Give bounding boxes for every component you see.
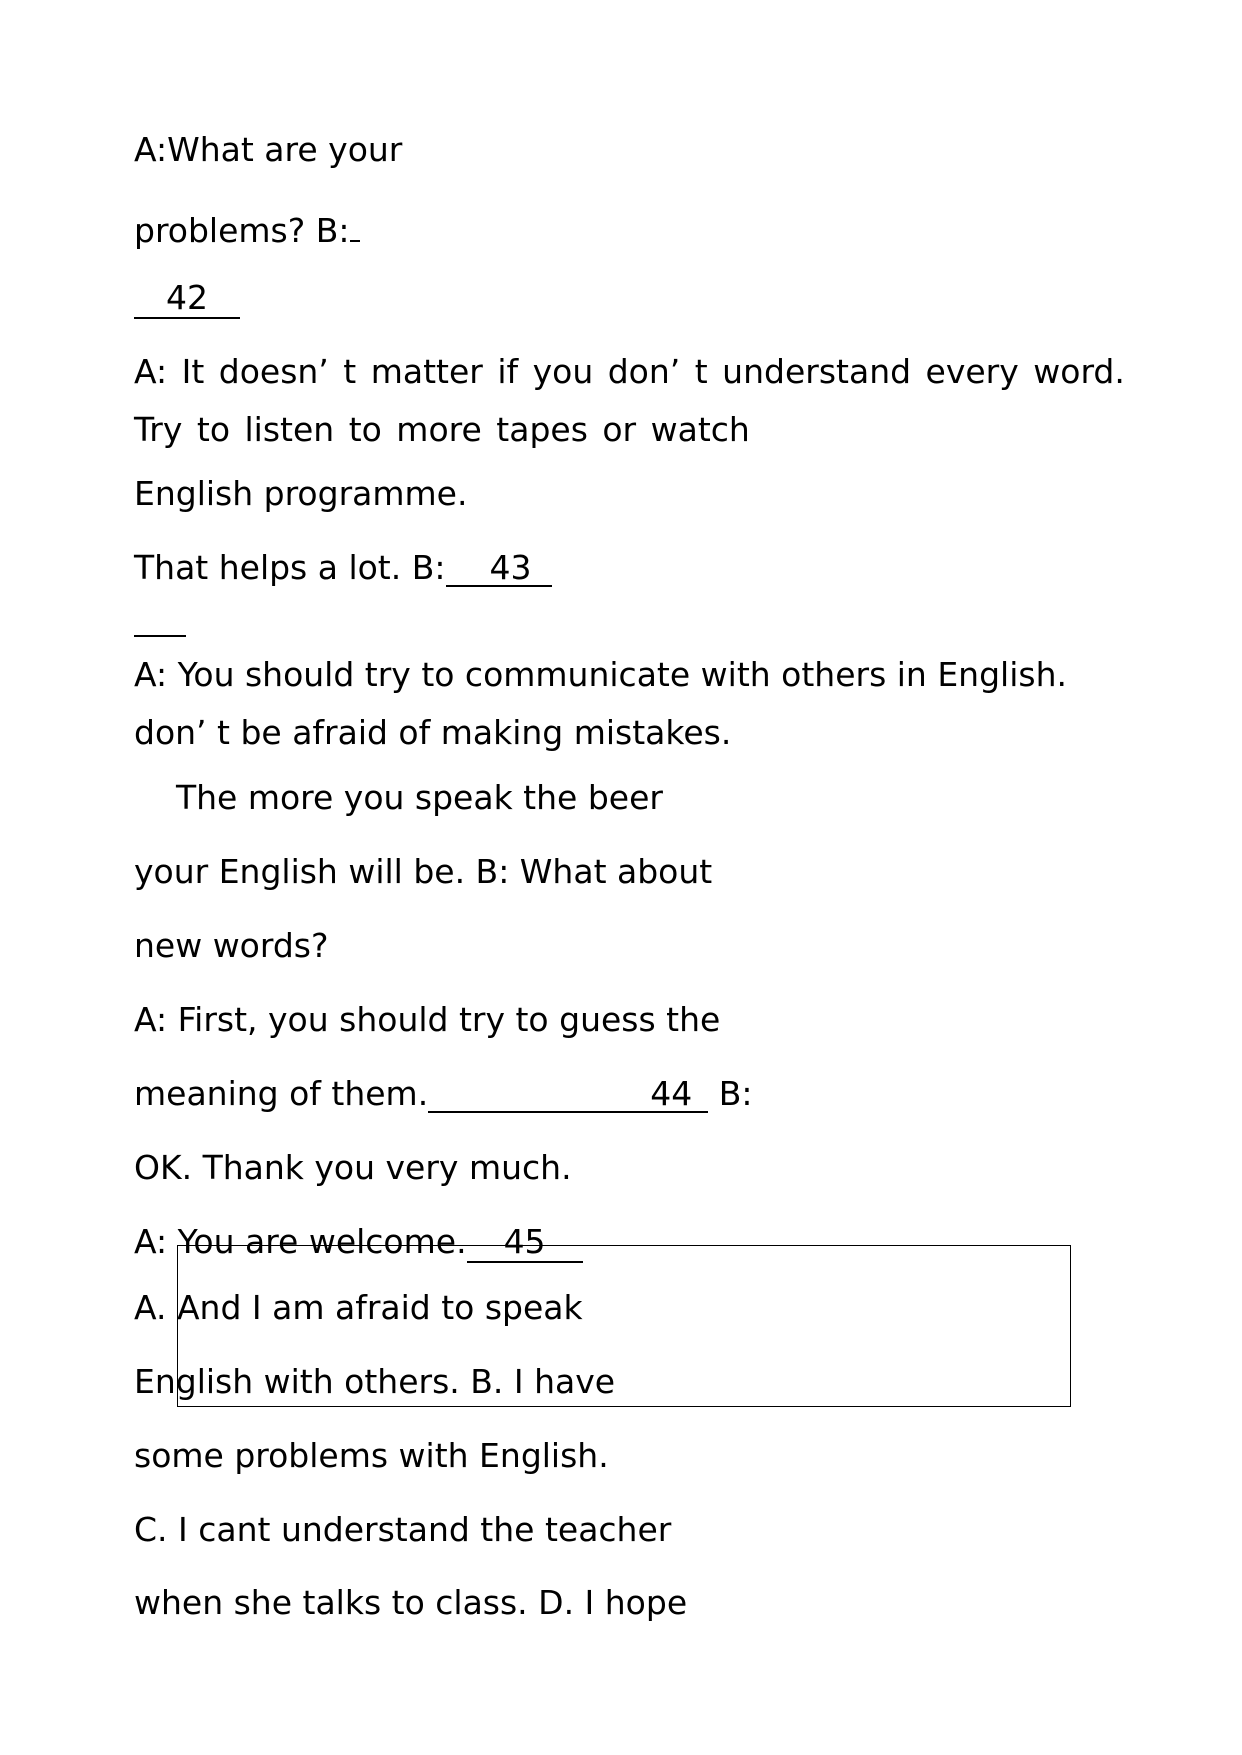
dialogue-line: English programme.: [134, 474, 468, 513]
dialogue-text: B:: [708, 1074, 753, 1113]
dialogue-line: [134, 548, 552, 588]
dialogue-line: A: First, you should try to guess the: [134, 1000, 721, 1039]
dialogue-text: problems? B:: [134, 211, 350, 250]
answer-blank-continuation: [134, 634, 186, 637]
dialogue-line: [134, 1074, 752, 1114]
dialogue-text: meaning of them.: [134, 1074, 429, 1113]
dialogue-line: [134, 278, 240, 319]
option-line: A. And I am afraid to speak: [134, 1288, 583, 1327]
answer-blank-45[interactable]: 45: [467, 1225, 583, 1263]
dialogue-text: A: You are welcome.: [134, 1222, 467, 1261]
dialogue-line: The more you speak the beer: [134, 778, 663, 817]
answer-blank-43[interactable]: 43: [446, 551, 552, 587]
option-line: English with others. B. I have: [134, 1362, 616, 1401]
answer-blank-44[interactable]: 44: [428, 1077, 708, 1113]
dialogue-line: A: You should try to communicate with others in English.: [134, 655, 1067, 694]
dialogue-line: don’ t be afraid of making mistakes.: [134, 713, 732, 752]
text-box-frame: [177, 1245, 1071, 1407]
dialogue-line: Try to listen to more tapes or watch: [134, 410, 750, 449]
dialogue-line: A:What are your: [134, 130, 403, 169]
dialogue-line: A: It doesn’ t matter if you don’ t understand every word.: [134, 352, 1125, 391]
dialogue-line: new words?: [134, 926, 329, 965]
dialogue-line: [134, 204, 360, 251]
option-line: when she talks to class. D. I hope: [134, 1583, 688, 1622]
dialogue-line: OK. Thank you very much.: [134, 1148, 572, 1187]
option-line: C. I cant understand the teacher: [134, 1510, 672, 1549]
answer-blank-42[interactable]: 42: [134, 281, 240, 319]
dialogue-line: your English will be. B: What about: [134, 852, 713, 891]
answer-blank[interactable]: [350, 204, 360, 242]
dialogue-text: That helps a lot. B:: [134, 548, 446, 587]
option-line: some problems with English.: [134, 1436, 609, 1475]
